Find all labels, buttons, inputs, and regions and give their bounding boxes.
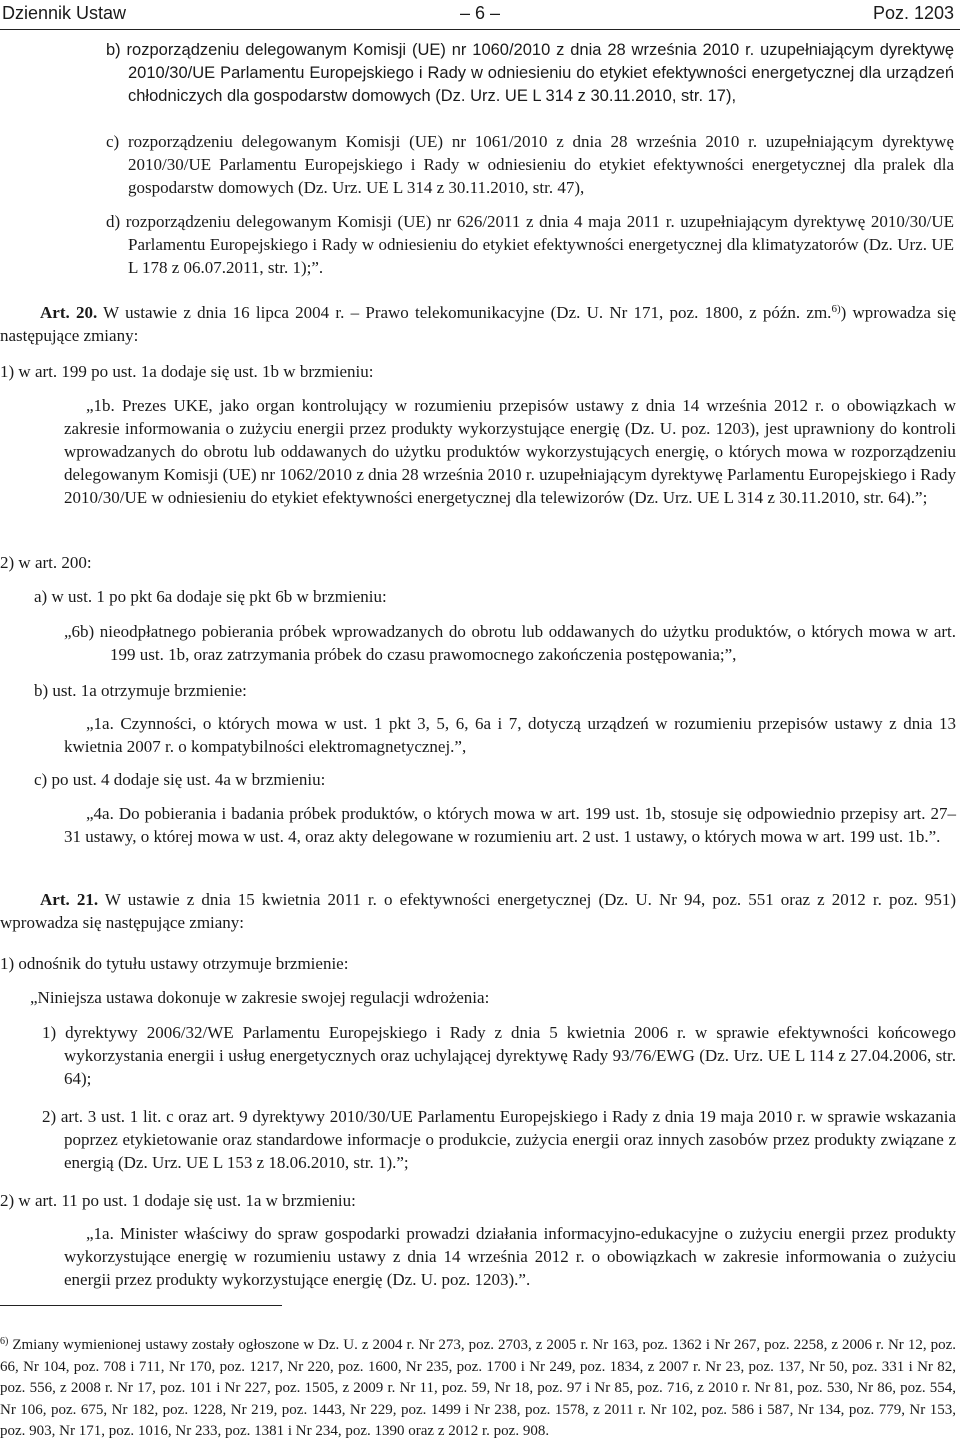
article-20-text-b: ) wprowadza się następujące zmiany: xyxy=(0,303,956,345)
art21-point-2: 2) w art. 11 po ust. 1 dodaje się ust. 1a w brzmieniu: xyxy=(0,1191,356,1210)
art20-sub-b: b) ust. 1a otrzymuje brzmienie: xyxy=(34,681,247,700)
art20-sub-a: a) w ust. 1 po pkt 6a dodaje się pkt 6b w brzmieniu: xyxy=(34,587,387,606)
item-c-regulation: c) rozporządzeniu delegowanym Komisji (UE) nr 1061/2010 z dnia 28 września 2010 r. uzupełniającym dyrektywę 2010/30/UE Parlamentu Europejskiego i Rady w odniesieniu do etykiet efektywności energetycznej dla pralek dla gospodarstw domowych (Dz. Urz. UE L 314 z 30.11.2010, str. 47), xyxy=(106,132,954,197)
art20-quote-1a: „1a. Czynności, o których mowa w ust. 1 pkt 3, 5, 6, 6a i 7, dotyczą urządzeń w rozumieniu przepisów ustawy z dnia 13 kwietnia 2007 r. o kompatybilności elektromagnetycznej.”, xyxy=(64,714,956,756)
art21-footnote-intro: „Niniejsza ustawa dokonuje w zakresie swojej regulacji wdrożenia: xyxy=(30,988,490,1007)
art20-sub-c: c) po ust. 4 dodaje się ust. 4a w brzmieniu: xyxy=(34,770,326,789)
art21-directive-2: 2) art. 3 ust. 1 lit. c oraz art. 9 dyrektywy 2010/30/UE Parlamentu Europejskiego i Rady z dnia 19 maja 2010 r. w sprawie wskazania poprzez etykietowanie oraz standardowe informacje o produkcie, zużycia energii oraz innych zasobów przez produkty związane z energią (Dz. Urz. UE L 153 z 18.06.2010, str. 1).”; xyxy=(42,1107,956,1172)
art21-directive-1: 1) dyrektywy 2006/32/WE Parlamentu Europejskiego i Rady z dnia 5 kwietnia 2006 r. w sprawie efektywności końcowego wykorzystania energii i usług energetycznych oraz uchylającej dyrektywę Rady 93/76/EWG (Dz. Urz. UE L 114 z 27.04.2006, str. 64); xyxy=(42,1023,956,1088)
footnote-ref: 6) xyxy=(831,303,841,315)
art21-quote-1a: „1a. Minister właściwy do spraw gospodarki prowadzi działania informacyjno-edukacyjne o zużyciu energii przez produkty wykorzystujące energię w rozumieniu ustawy z dnia 14 września 2012 r. o obowiązkach w zakresie informowania o zużyciu energii przez produkty wykorzystujące energię (Dz. U. poz. 1203).”. xyxy=(64,1224,956,1289)
art20-point-1: 1) w art. 199 po ust. 1a dodaje się ust. 1b w brzmieniu: xyxy=(0,362,374,381)
article-21-text: W ustawie z dnia 15 kwietnia 2011 r. o efektywności energetycznej (Dz. U. Nr 94, poz. 551 oraz z 2012 r. poz. 951) wprowadza się następujące zmiany: xyxy=(0,890,957,932)
footnote-6 xyxy=(0,1331,956,1443)
article-21-label: Art. 21. xyxy=(40,890,99,909)
page-number: – 6 – xyxy=(459,3,501,23)
article-20-label: Art. 20. xyxy=(40,303,98,322)
journal-title: Dziennik Ustaw xyxy=(2,3,127,23)
footnote-divider xyxy=(0,1305,282,1306)
article-20 xyxy=(0,298,956,347)
art20-quote-6b: „6b) nieodpłatnego pobierania próbek wprowadzanych do obrotu lub oddawanych do użytku produktów, o których mowa w art. 199 ust. 1b, oraz zatrzymania próbek do czasu prawomocnego zakończenia postępowania;”, xyxy=(64,622,956,664)
position-number: Poz. 1203 xyxy=(872,3,954,23)
page-header xyxy=(0,0,960,30)
footnote-text: Zmiany wymienionej ustawy zostały ogłoszone w Dz. U. z 2004 r. Nr 273, poz. 2703, z 2005 r. Nr 163, poz. 1362 i Nr 267, poz. 2258, z 2006 r. Nr 12, poz. 66, Nr 104, poz. 708 i 711, Nr 170, poz. 1217, Nr 220, poz. 1600, Nr 235, poz. 1700 i Nr 249, poz. 1834, z 2007 r. Nr 23, poz. 137, Nr 50, poz. 331 i Nr 82, poz. 556, z 2008 r. Nr 17, poz. 101 i Nr 227, poz. 1505, z 2009 r. Nr 11, poz. 59, Nr 18, poz. 97 i Nr 85, poz. 716, z 2010 r. Nr 81, poz. 530, Nr 86, poz. 554, Nr 106, poz. 675, Nr 182, poz. 1228, Nr 219, poz. 1443, Nr 229, poz. 1499 i Nr 238, poz. 1578, z 2011 r. Nr 102, poz. 586 i 587, Nr 134, poz. 779, Nr 153, poz. 903, Nr 171, poz. 1016, Nr 233, poz. 1381 i Nr 234, poz. 1390 oraz z 2012 r. poz. 908. xyxy=(0,1337,956,1439)
article-20-text-a: W ustawie z dnia 16 lipca 2004 r. – Prawo telekomunikacyjne (Dz. U. Nr 171, poz. 1800, z późn. zm. xyxy=(97,303,832,322)
header-divider xyxy=(0,29,960,30)
item-d-regulation: d) rozporządzeniu delegowanym Komisji (UE) nr 626/2011 z dnia 4 maja 2011 r. uzupełniającym dyrektywę 2010/30/UE Parlamentu Europejskiego i Rady w odniesieniu do etykiet efektywności energetycznej dla klimatyzatorów (Dz. Urz. UE L 178 z 06.07.2011, str. 1);”. xyxy=(106,212,954,277)
art20-quote-4a: „4a. Do pobierania i badania próbek produktów, o których mowa w art. 199 ust. 1b, stosuje się odpowiednio przepisy art. 27–31 ustawy, o której mowa w ust. 4, oraz akty delegowane w rozumieniu art. 2 ust. 1 ustawy, o których mowa w art. 199 ust. 1b.”. xyxy=(64,804,956,846)
art20-quote-1b: „1b. Prezes UKE, jako organ kontrolujący w rozumieniu przepisów ustawy z dnia 14 września 2012 r. o obowiązkach w zakresie informowania o zużyciu energii przez produkty wykorzystujące energię (Dz. U. poz. 1203), jest uprawniony do kontroli wprowadzanych do obrotu lub oddawanych do użytku produktów wykorzystujących energię, o których mowa w rozporządzeniu delegowanym Komisji (UE) nr 1062/2010 z dnia 28 września 2010 r. uzupełniającym dyrektywę Parlamentu Europejskiego i Rady 2010/30/UE w odniesieniu do etykiet efektywności energetycznej dla telewizorów (Dz. Urz. UE L 314 z 30.11.2010, str. 64).”; xyxy=(64,396,956,507)
art21-point-1: 1) odnośnik do tytułu ustawy otrzymuje brzmienie: xyxy=(0,954,349,973)
item-b-regulation: b) rozporządzeniu delegowanym Komisji (UE) nr 1060/2010 z dnia 28 września 2010 r. uzupełniającym dyrektywę 2010/30/UE Parlamentu Europejskiego i Rady w odniesieniu do etykiet efektywności energetycznej dla urządzeń chłodniczych dla gospodarstw domowych (Dz. Urz. UE L 314 z 30.11.2010, str. 17), xyxy=(106,41,954,105)
footnote-mark: 6) xyxy=(0,1336,9,1347)
article-21 xyxy=(0,888,956,934)
art20-point-2: 2) w art. 200: xyxy=(0,553,92,572)
